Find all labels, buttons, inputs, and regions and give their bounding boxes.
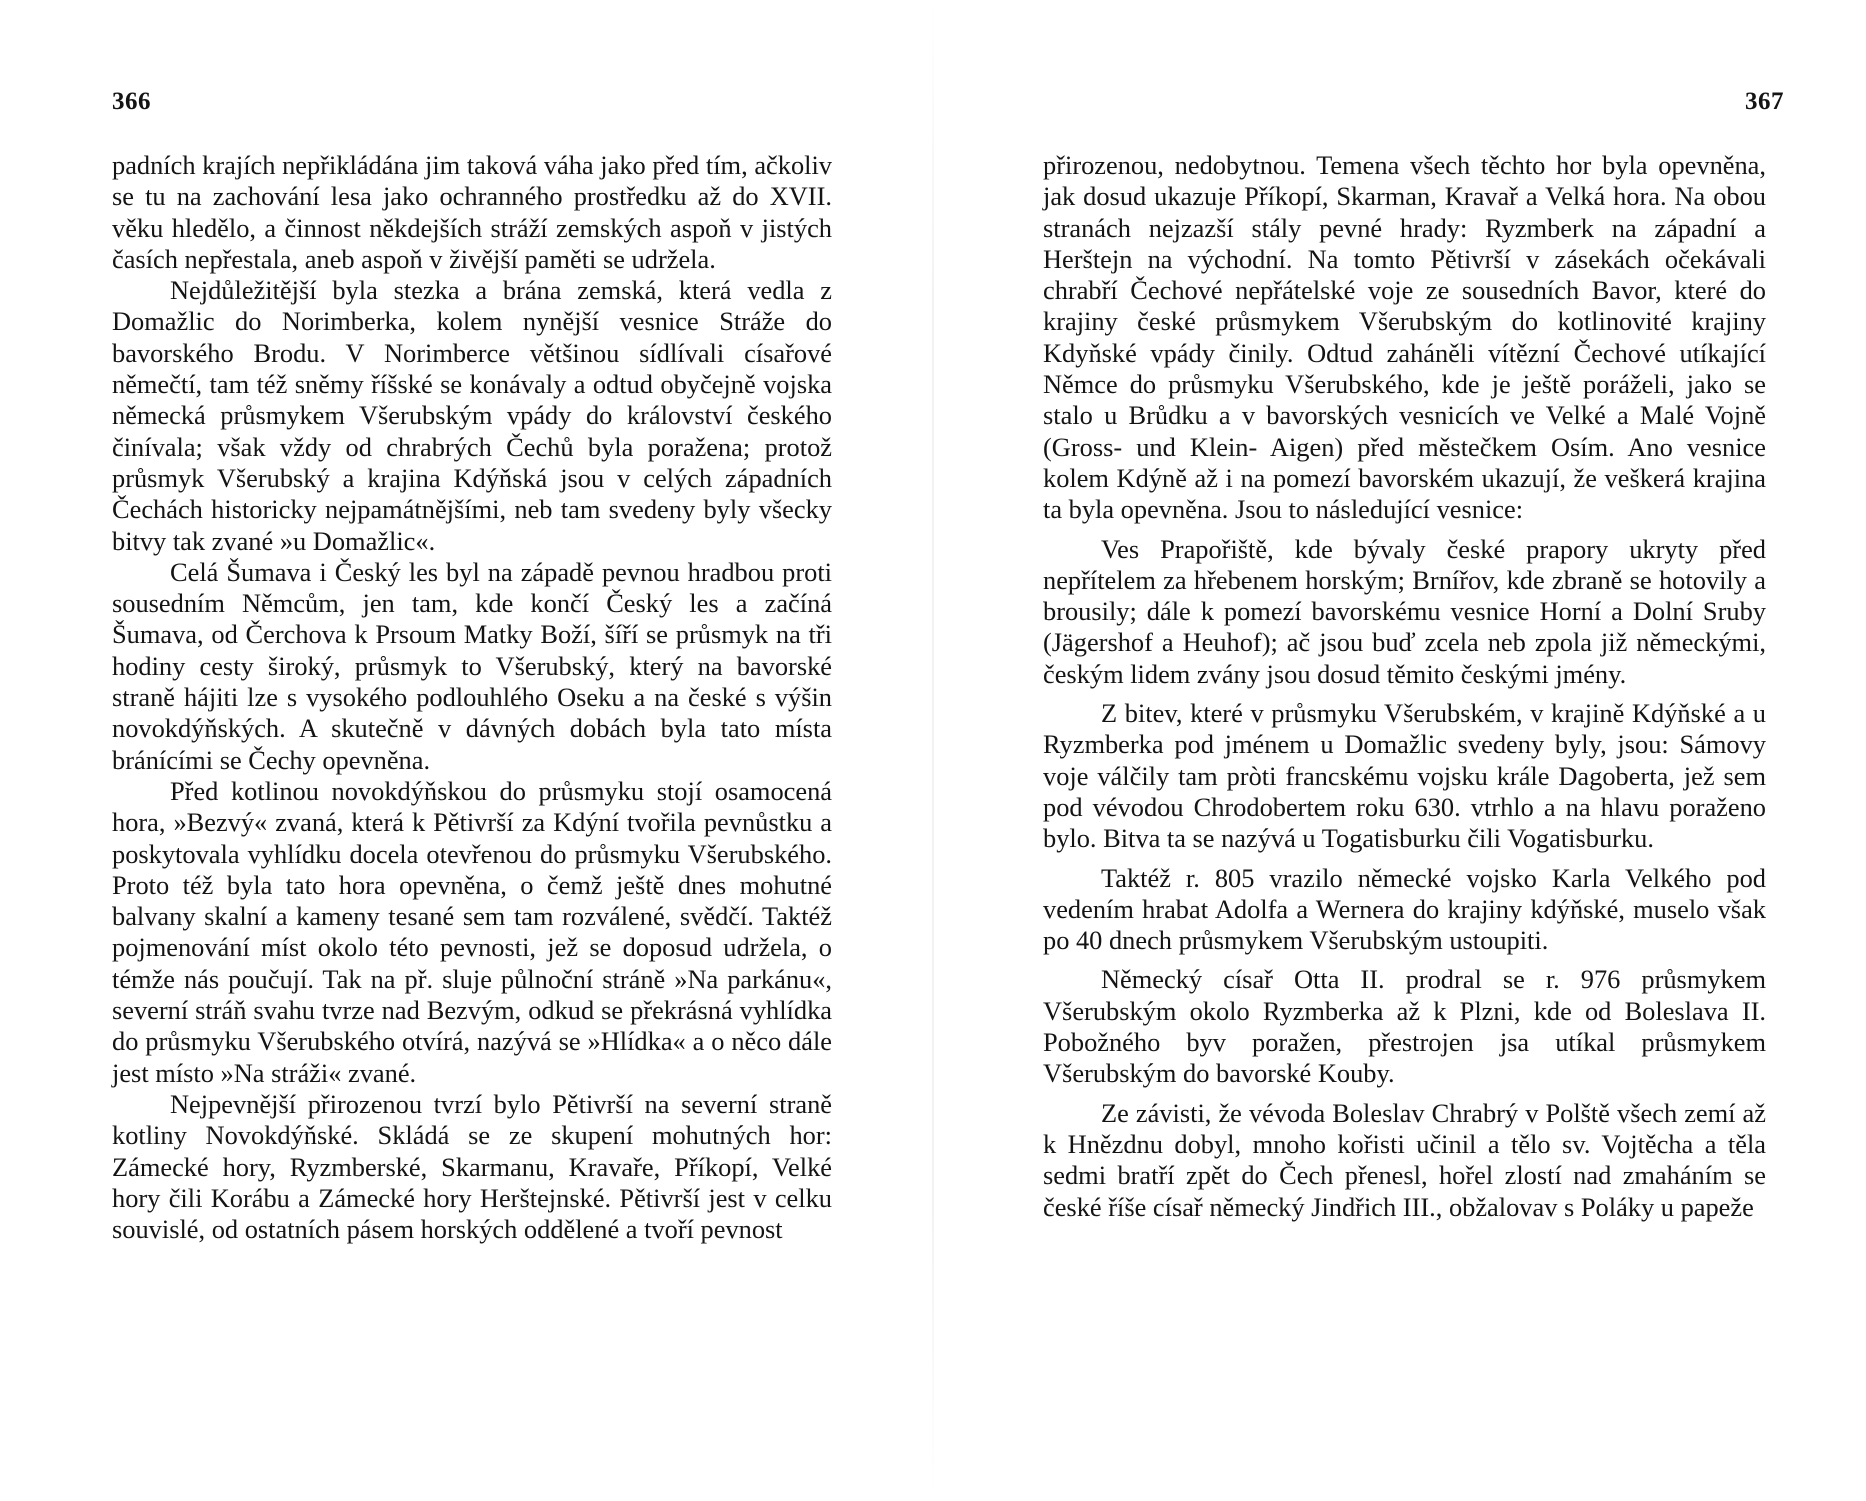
text-column [1043, 150, 1766, 1223]
right-page [933, 0, 1866, 1501]
paragraph: Z bitev, které v průsmyku Všerubském, v krajině Kdýňské a u Ryzmberka pod jménem u Domažlic svedeny byly, jsou: Sámovy voje válčily tam pròti francskému vojsku krále Dagoberta, jež sem pod vévodou Chrodobertem roku 630. vtrhlo a na hlavu poraženo bylo. Bitva ta se nazývá u Togatisburku čili Vogatisburku. [1043, 698, 1766, 854]
paragraph: přirozenou, nedobytnou. Temena všech těchto hor byla opevněna, jak dosud ukazuje Příkopí, Skarman, Kravař a Velká hora. Na obou stranách nejzazší stály pevné hrady: Ryzmberk na západní a Herštejn na východní. Na tomto Pětivrší v zásekách očekávali chrabří Čechové nepřátelské voje ze sousedních Bavor, které do krajiny české průsmykem Všerubským do kotlinovité krajiny Kdyňské vpády činily. Odtud zaháněli vítězní Čechové utíkající Němce do průsmyku Všerubského, kde je ještě poráželi, jako se stalo u Brůdku a v bavorských vesnicích ve Velké a Malé Vojně (Gross- und Klein- Aigen) před městečkem Osím. Ano vesnice kolem Kdýně až i na pomezí bavorském ukazují, že veškerá krajina ta byla opevněna. Jsou to následující vesnice: [1043, 150, 1766, 525]
paragraph: Taktéž r. 805 vrazilo německé vojsko Karla Velkého pod vedením hrabat Adolfa a Wernera do krajiny kdýňské, muselo však po 40 dnech průsmykem Všerubským ustoupiti. [1043, 862, 1766, 956]
paragraph: Celá Šumava i Český les byl na západě pevnou hradbou proti sousedním Němcům, jen tam, kde končí Český les a začíná Šumava, od Čerchova k Prsoum Matky Boží, šíří se průsmyk na tři hodiny cesty široký, průsmyk to Všerubský, který na bavorské straně hájiti lze s vysokého podlouhlého Oseku a na české s výšin novokdýňských. A skutečně v dávných dobách byla tato místa bránícími se Čechy opevněna. [112, 556, 832, 775]
page-number: 366 [112, 88, 151, 115]
paragraph: Ze závisti, že vévoda Boleslav Chrabrý v Polště všech zemí až k Hnězdnu dobyl, mnoho kořisti učinil a tělo sv. Vojtěcha a těla sedmi bratří zpět do Čech přenesl, hořel zlostí nad zmaháním se české říše císař německý Jindřich III., obžalovav s Poláky u papeže [1043, 1097, 1766, 1222]
paragraph: Německý císař Otta II. prodral se r. 976 průsmykem Všerubským okolo Ryzmberka až k Plzni, kde od Boleslava II. Pobožného byv poražen, přestrojen jsa utíkal průsmykem Všerubským do bavorské Kouby. [1043, 964, 1766, 1089]
paragraph: padních krajích nepřikládána jim taková váha jako před tím, ačkoliv se tu na zachování lesa jako ochranného prostředku až do XVII. věku hledělo, a činnost někdejších stráží zemských aspoň v jistých časích nepřestala, aneb aspoň v živější paměti se udržela. [112, 150, 832, 274]
paragraph: Nejpevnější přirozenou tvrzí bylo Pětivrší na severní straně kotliny Novokdýňské. Skládá se ze skupení mohutných hor: Zámecké hory, Ryzmberské, Skarmanu, Kravaře, Příkopí, Velké hory čili Korábu a Zámecké hory Herštejnské. Pětivrší jest v celku souvislé, od ostatních pásem horských oddělené a tvoří pevnost [112, 1088, 832, 1245]
page-number: 367 [1745, 88, 1784, 115]
paragraph: Před kotlinou novokdýňskou do průsmyku stojí osamocená hora, »Bezvý« zvaná, která k Pětivrší za Kdýní tvořila pevnůstku a poskytovala vyhlídku docela otevřenou do průsmyku Všerubského. Proto též byla tato hora opevněna, o čemž ještě dnes mohutné balvany skalní a kameny tesané sem tam rozválené, svědčí. Taktéž pojmenování míst okolo této pevnosti, jež se doposud udržela, o témže nás poučují. Tak na př. sluje půlnoční stráně »Na parkánu«, severní stráň svahu tvrze nad Bezvým, odkud se překrásná vyhlídka do průsmyku Všerubského otvírá, nazývá se »Hlídka« a o něco dále jest místo »Na stráži« zvané. [112, 775, 832, 1088]
text-column [112, 150, 832, 1245]
paragraph: Nejdůležitější byla stezka a brána zemská, která vedla z Domažlic do Norimberka, kolem nynější vesnice Stráže do bavorského Brodu. V Norimberce většinou sídlívali císařové němečtí, tam též sněmy říšské se konávaly a odtud obyčejně vojska německá průsmykem Všerubským vpády do království českého činívala; však vždy od chrabrých Čechů byla poražena; protož průsmyk Všerubský a krajina Kdýňská jsou v celých západních Čechách historicky nejpamátnějšími, neb tam svedeny byly všecky bitvy tak zvané »u Domažlic«. [112, 275, 832, 556]
paragraph: Ves Prapořiště, kde bývaly české prapory ukryty před nepřítelem za hřebenem horským; Brnířov, kde zbraně se hotovily a brousily; dále k pomezí bavorskému vesnice Horní a Dolní Sruby (Jägershof a Heuhof); ač jsou buď zcela neb zpola již německými, českým lidem zvány jsou dosud těmito českými jmény. [1043, 533, 1766, 689]
